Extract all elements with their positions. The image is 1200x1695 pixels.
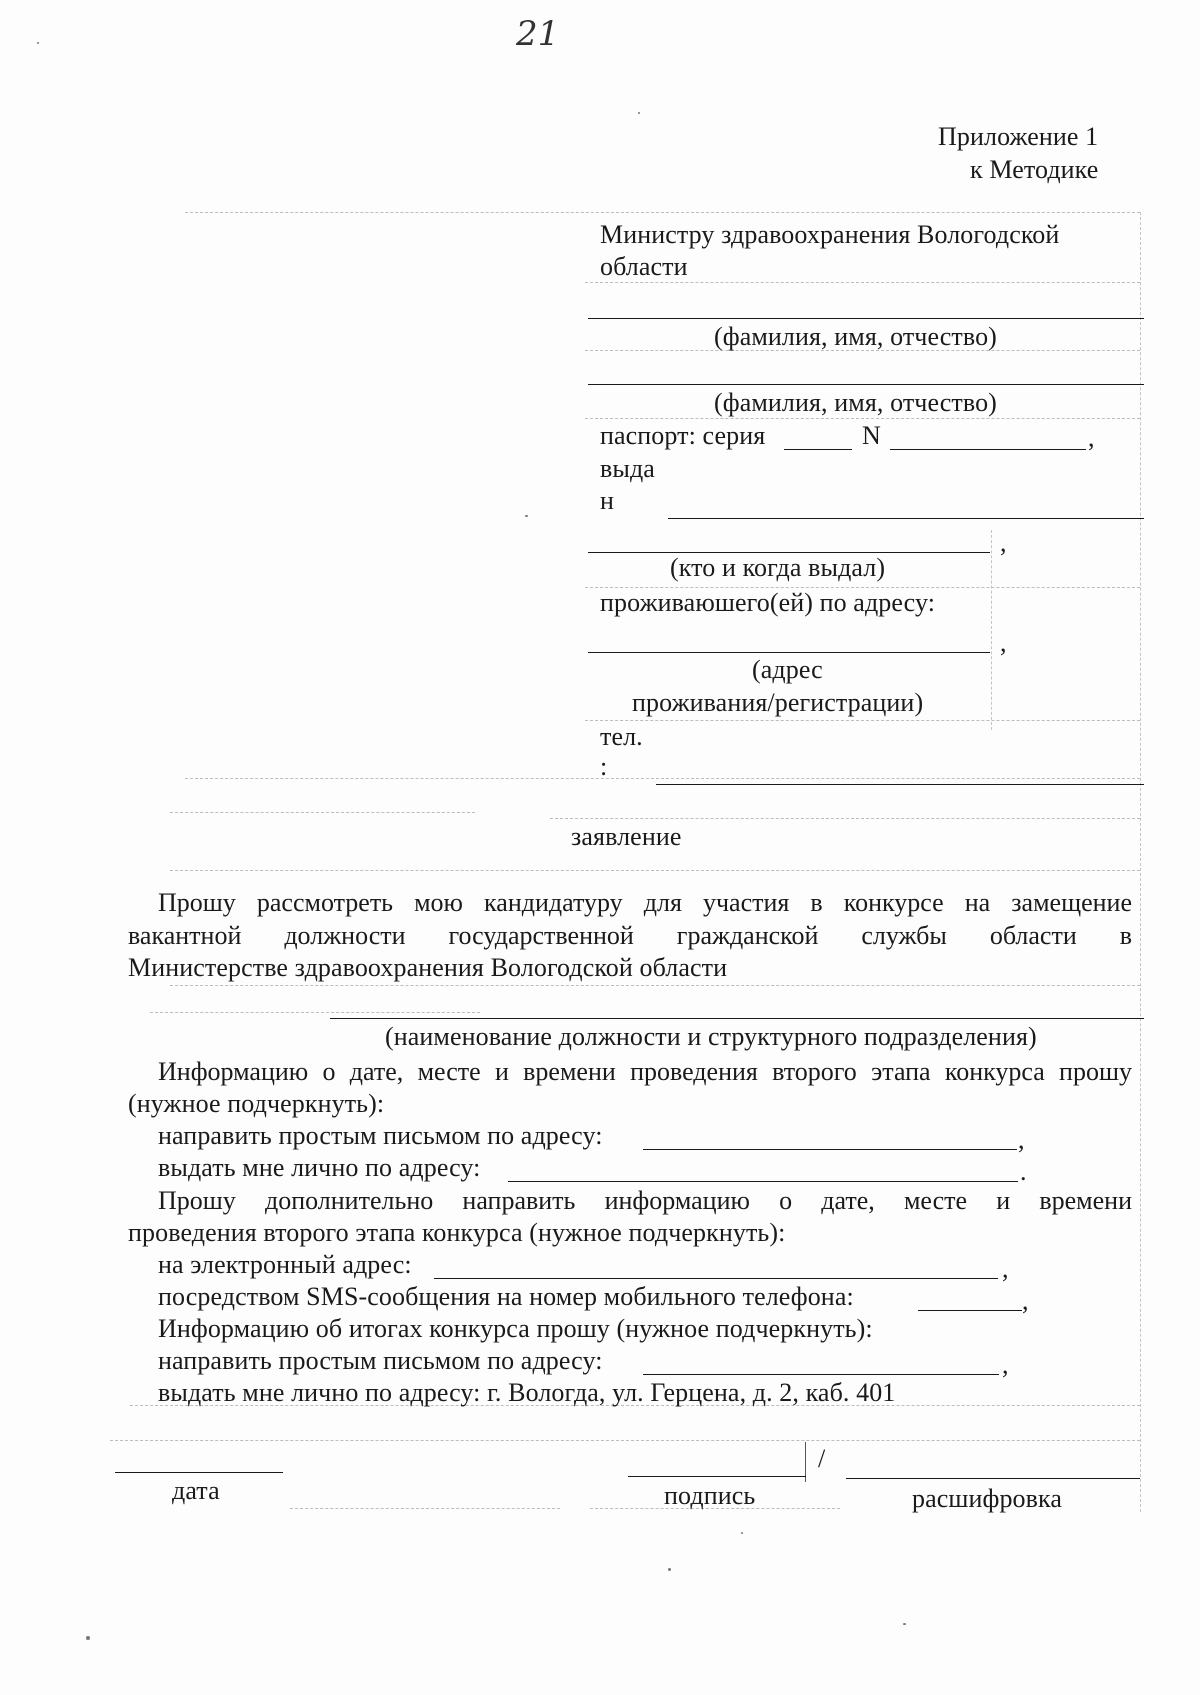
issued-label-part-1: выда bbox=[600, 454, 655, 483]
issued-label-part-2: н bbox=[600, 486, 615, 515]
position-caption: (наименование должности и структурного подразделения) bbox=[385, 1022, 1037, 1051]
option-email-comma: , bbox=[1002, 1254, 1009, 1283]
passport-series-label: паспорт: серия bbox=[600, 421, 766, 450]
fio-caption-2: (фамилия, имя, отчество) bbox=[714, 388, 997, 417]
grid-line bbox=[150, 1012, 480, 1013]
grid-line bbox=[170, 870, 1140, 871]
scan-speck bbox=[86, 1636, 90, 1640]
phone-field[interactable] bbox=[656, 784, 1144, 785]
passport-number-field[interactable] bbox=[890, 449, 1086, 450]
position-field[interactable] bbox=[330, 1018, 1144, 1019]
grid-line bbox=[185, 778, 1140, 779]
fio-caption-1: (фамилия, имя, отчество) bbox=[714, 322, 997, 351]
scan-speck bbox=[525, 515, 528, 517]
scan-speck bbox=[741, 1532, 743, 1534]
paragraph-4-line-1: Информацию об итогах конкурса прошу (нужное подчеркнуть): bbox=[158, 1314, 873, 1343]
option-send-by-mail-2-field[interactable] bbox=[643, 1374, 999, 1375]
signature-field[interactable] bbox=[628, 1476, 806, 1477]
option-sms-field[interactable] bbox=[918, 1310, 1022, 1311]
option-send-by-mail-1: направить простым письмом по адресу: bbox=[158, 1121, 603, 1150]
paragraph-1-line-3: Министерстве здравоохранения Вологодской области bbox=[128, 953, 728, 982]
signature-label: подпись bbox=[664, 1481, 756, 1510]
date-field[interactable] bbox=[115, 1472, 283, 1473]
grid-line bbox=[290, 1508, 560, 1509]
scan-speck bbox=[668, 1568, 671, 1571]
fio-field-1[interactable] bbox=[588, 318, 1144, 319]
grid-line bbox=[1140, 212, 1141, 1512]
passport-comma: , bbox=[1088, 423, 1095, 452]
address-caption-1: (адрес bbox=[752, 655, 823, 684]
paragraph-2-line-2: (нужное подчеркнуть): bbox=[128, 1089, 385, 1118]
paragraph-1-line-2: вакантной должности государственной гражданской службы области в bbox=[128, 921, 1132, 950]
scan-speck bbox=[903, 1623, 906, 1625]
passport-series-field[interactable] bbox=[784, 449, 852, 450]
option-in-person-2: выдать мне лично по адресу: г. Вологда, ул. Герцена, д. 2, каб. 401 bbox=[158, 1378, 896, 1407]
issued-caption: (кто и когда выдал) bbox=[670, 553, 886, 582]
grid-line bbox=[585, 282, 1140, 283]
issued-comma: , bbox=[1000, 528, 1007, 557]
decode-field[interactable] bbox=[846, 1478, 1140, 1479]
phone-label-part-1: тел. bbox=[600, 722, 643, 751]
decode-label: расшифровка bbox=[912, 1484, 1063, 1513]
grid-line bbox=[585, 720, 1140, 721]
option-email: на электронный адрес: bbox=[158, 1250, 412, 1279]
option-send-by-mail-1-field[interactable] bbox=[643, 1149, 1017, 1150]
paragraph-2-line-1: Информацию о дате, месте и времени проведения второго этапа конкурса прошу bbox=[158, 1057, 1132, 1086]
option-sms-comma: , bbox=[1022, 1286, 1029, 1315]
address-caption-2: проживания/регистрации) bbox=[632, 688, 924, 717]
fio-field-2[interactable] bbox=[588, 384, 1144, 385]
signature-slash: / bbox=[818, 1444, 826, 1473]
grid-line bbox=[585, 418, 1140, 419]
option-send-by-mail-1-comma: , bbox=[1018, 1125, 1025, 1154]
document-heading: заявление bbox=[571, 822, 682, 851]
appendix-line-2: к Методике bbox=[970, 155, 1099, 184]
phone-label-part-2: : bbox=[600, 752, 608, 781]
grid-line bbox=[170, 985, 1140, 986]
option-in-person-1-field[interactable] bbox=[508, 1181, 1018, 1182]
scan-speck bbox=[37, 42, 39, 44]
paragraph-3-line-2: проведения второго этапа конкурса (нужное подчеркнуть): bbox=[128, 1218, 786, 1247]
handwritten-page-number: 21 bbox=[516, 14, 560, 54]
addressee-line-1: Министру здравоохранения Вологодской bbox=[600, 220, 1060, 249]
option-email-field[interactable] bbox=[434, 1278, 998, 1279]
option-send-by-mail-2-comma: , bbox=[1002, 1350, 1009, 1379]
addressee-line-2: области bbox=[600, 252, 688, 281]
issued-field-1[interactable] bbox=[668, 518, 1144, 519]
grid-line bbox=[991, 530, 992, 730]
address-field[interactable] bbox=[588, 652, 990, 653]
appendix-line-1: Приложение 1 bbox=[938, 122, 1099, 151]
passport-number-label: N bbox=[862, 421, 881, 450]
grid-line bbox=[170, 812, 475, 813]
option-sms: посредством SMS-сообщения на номер мобильного телефона: bbox=[158, 1282, 854, 1311]
scan-speck bbox=[638, 112, 640, 114]
grid-line bbox=[550, 818, 1140, 819]
grid-line bbox=[110, 1440, 1140, 1441]
grid-line bbox=[185, 212, 1140, 213]
option-send-by-mail-2: направить простым письмом по адресу: bbox=[158, 1346, 603, 1375]
option-in-person-1-period: . bbox=[1020, 1157, 1027, 1186]
paragraph-3-line-1: Прошу дополнительно направить информацию о дате, месте и времени bbox=[158, 1186, 1132, 1215]
date-label: дата bbox=[172, 1476, 220, 1505]
address-comma: , bbox=[1000, 628, 1007, 657]
paragraph-1-line-1: Прошу рассмотреть мою кандидатуру для участия в конкурсе на замещение bbox=[158, 888, 1132, 917]
residing-label: проживаюшего(ей) по адресу: bbox=[600, 588, 936, 617]
option-in-person-1: выдать мне лично по адресу: bbox=[158, 1153, 481, 1182]
